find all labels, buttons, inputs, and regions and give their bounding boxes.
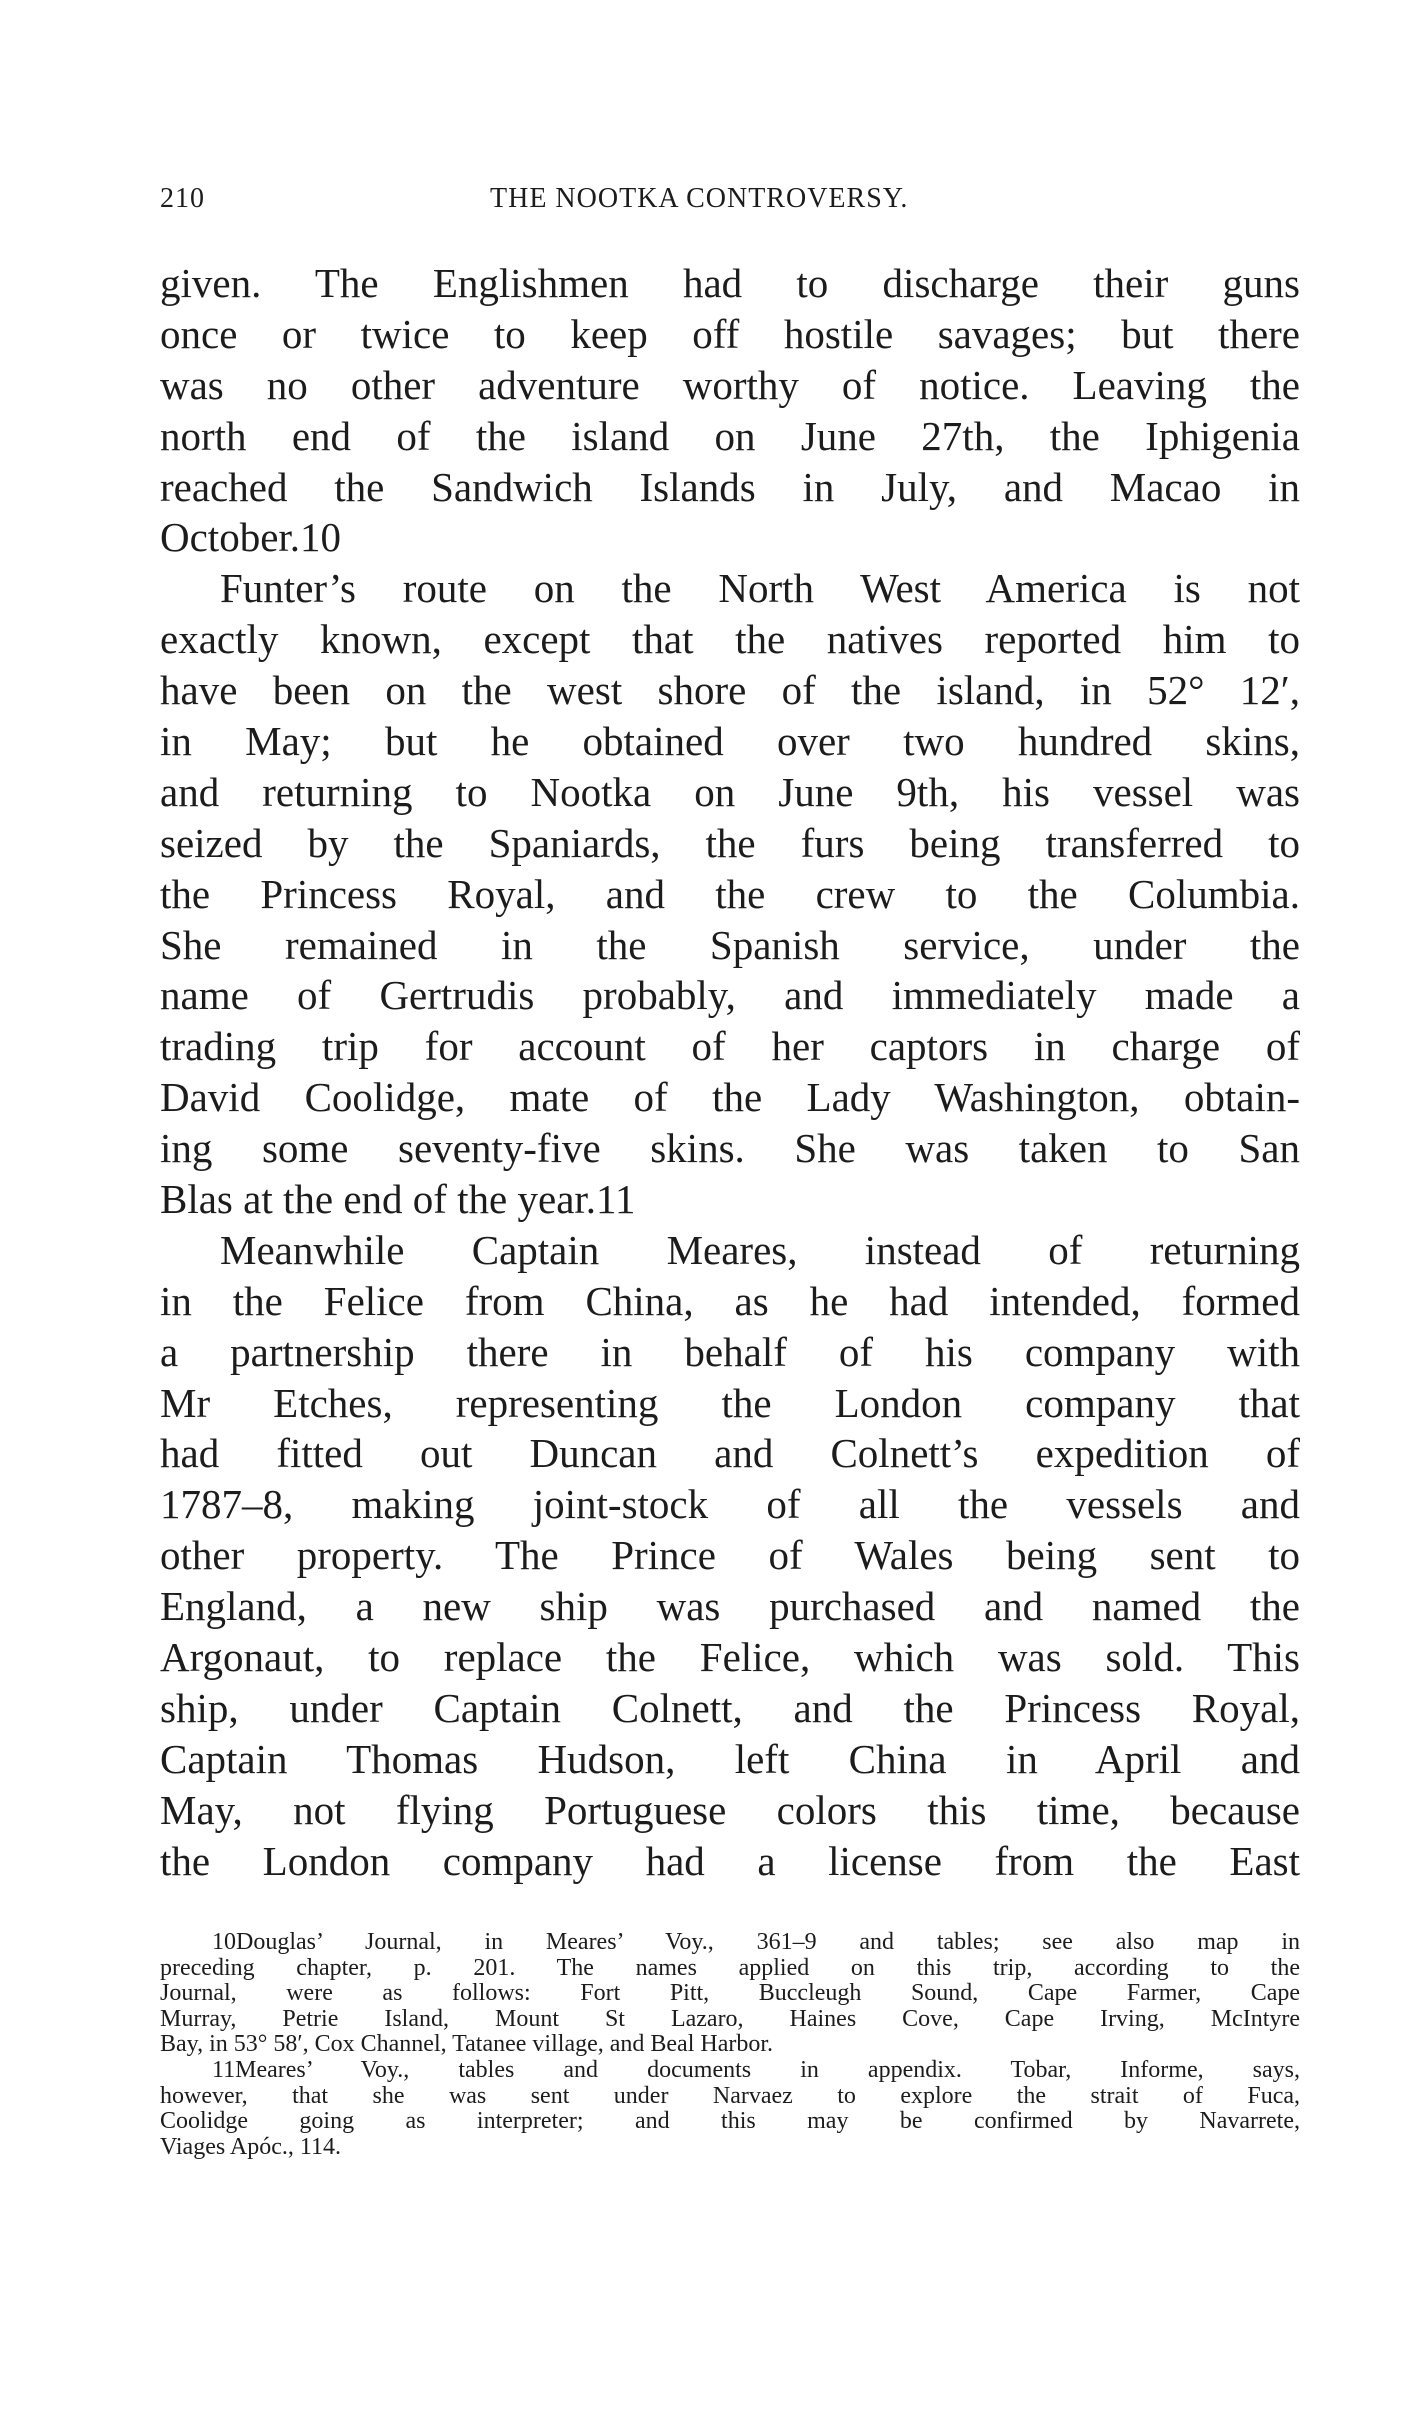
running-head xyxy=(160,183,1300,223)
body-line: the Princess Royal, and the crew to the Columbia. xyxy=(160,870,1300,917)
page-number: 210 xyxy=(160,183,205,214)
body-line: given. The Englishmen had to discharge their guns xyxy=(160,260,1300,306)
body-line: other property. The Prince of Wales being sent to xyxy=(160,1532,1300,1579)
body-line: ing some seventy-five skins. She was taken to San xyxy=(160,1125,1300,1172)
body-line: 1787–8, making joint-stock of all the vessels and xyxy=(160,1481,1300,1528)
running-title: THE NOOTKA CONTROVERSY. xyxy=(490,183,909,214)
body-line: David Coolidge, mate of the Lady Washington, obtain- xyxy=(160,1074,1300,1121)
body-line: and returning to Nootka on June 9th, his vessel was xyxy=(160,768,1300,815)
body-line: the London company had a license from the East xyxy=(160,1837,1300,1884)
body-line: north end of the island on June 27th, the Iphigenia xyxy=(160,412,1300,459)
body-line: ship, under Captain Colnett, and the Princess Royal, xyxy=(160,1684,1300,1731)
body-line: England, a new ship was purchased and named the xyxy=(160,1583,1300,1630)
footnote-line: 10Douglas’ Journal, in Meares’ Voy., 361–9 and tables; see also map in xyxy=(212,1930,1300,1955)
body-line: Meanwhile Captain Meares, instead of returning xyxy=(220,1226,1300,1273)
footnote-line: Coolidge going as interpreter; and this may be confirmed by Navarrete, xyxy=(160,2109,1300,2135)
footnote-line: Murray, Petrie Island, Mount St Lazaro, Haines Cove, Cape Irving, McIntyre xyxy=(160,2006,1300,2032)
body-line: a partnership there in behalf of his company with xyxy=(160,1328,1300,1375)
body-line: She remained in the Spanish service, under the xyxy=(160,921,1300,968)
body-text xyxy=(160,258,1300,1887)
footnote-line: Bay, in 53° 58′, Cox Channel, Tatanee village, and Beal Harbor. xyxy=(160,2032,774,2058)
body-line: Funter’s route on the North West America is not xyxy=(220,565,1300,612)
footnotes xyxy=(160,1930,1300,2160)
body-line: in May; but he obtained over two hundred skins, xyxy=(160,718,1300,765)
body-line: Captain Thomas Hudson, left China in April and xyxy=(160,1735,1300,1782)
body-line: trading trip for account of her captors in charge of xyxy=(160,1023,1300,1070)
body-line: name of Gertrudis probably, and immediately made a xyxy=(160,972,1300,1019)
footnote-line: preceding chapter, p. 201. The names applied on this trip, according to the xyxy=(160,1955,1300,1981)
body-line: in the Felice from China, as he had intended, formed xyxy=(160,1277,1300,1324)
footnote-line: Journal, were as follows: Fort Pitt, Buccleugh Sound, Cape Farmer, Cape xyxy=(160,1981,1300,2007)
footnote-line: however, that she was sent under Narvaez to explore the strait of Fuca, xyxy=(160,2083,1300,2109)
body-line: October.10 xyxy=(160,514,342,561)
body-line: exactly known, except that the natives reported him to xyxy=(160,616,1300,663)
body-line: May, not flying Portuguese colors this time, because xyxy=(160,1786,1300,1833)
body-line: had fitted out Duncan and Colnett’s expedition of xyxy=(160,1430,1300,1477)
body-line: have been on the west shore of the island, in 52° 12′, xyxy=(160,667,1300,714)
footnote-line: Viages Apóc., 114. xyxy=(160,2134,341,2160)
body-line: once or twice to keep off hostile savages; but there xyxy=(160,310,1300,357)
body-line: Argonaut, to replace the Felice, which was sold. This xyxy=(160,1634,1300,1681)
body-line: seized by the Spaniards, the furs being transferred to xyxy=(160,819,1300,866)
body-line: Blas at the end of the year.11 xyxy=(160,1176,636,1223)
footnote-line: 11Meares’ Voy., tables and documents in appendix. Tobar, Informe, says, xyxy=(212,2057,1300,2083)
body-line: was no other adventure worthy of notice. Leaving the xyxy=(160,361,1300,408)
body-line: reached the Sandwich Islands in July, and Macao in xyxy=(160,463,1300,510)
body-line: Mr Etches, representing the London company that xyxy=(160,1379,1300,1426)
